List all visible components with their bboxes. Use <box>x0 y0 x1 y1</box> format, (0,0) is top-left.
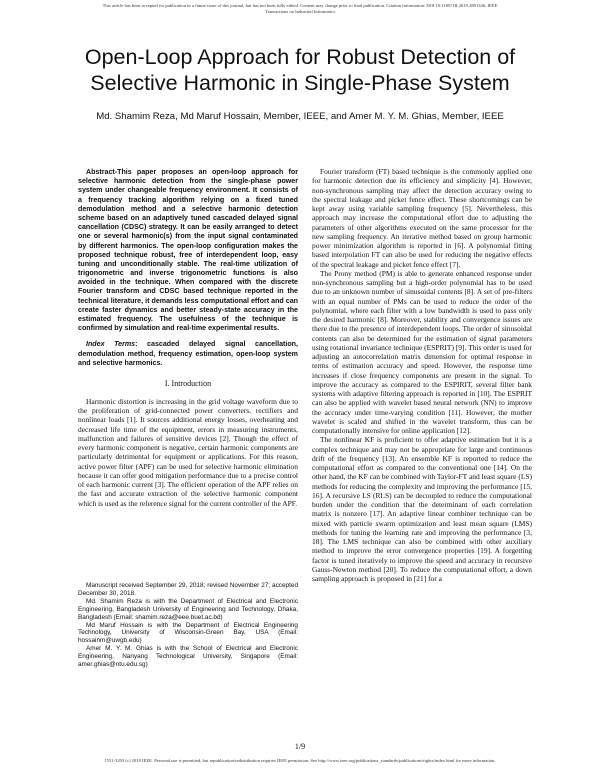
section-heading: I. Introduction <box>164 378 212 388</box>
left-column <box>78 168 298 508</box>
abstract: Abstract-This paper proposes an open-loop approach for selective harmonic detection from the single-phase power system under changeable frequency environment. It consists of a frequency tracking algorithm relying on a fixed tuned demodulation method and a selective harmonic detection scheme based on an adaptively tuned cascaded delayed signal cancellation (CDSC) strategy. It can be easily arranged to detect one or several harmonic(s) from the input signal contaminated by different harmonics. The open-loop configuration makes the proposed technique robust, free of interdependent loop, easy tuning and unconditionally stable. The real-time utilization of trigonometric and inverse trigonometric functions is also avoided in the technique. When compared with the discrete Fourier transform and CDSC based technique reported in the technical literature, it demands less computational effort and can create faster dynamics and better steady-state accuracy in the estimated frequency. The usefulness of the technique is confirmed by simulation and real-time experimental results. <box>78 168 298 333</box>
footnotes <box>78 582 298 669</box>
page-header <box>6 3 594 14</box>
header-journal: Transactions on Industrial Informatics <box>264 8 336 14</box>
right-column <box>312 167 532 583</box>
header-notice: This article has been accepted for publication in a future issue of this journal, but has not been fully edited. Content may change prior to final publication. Citation information: DOI 10.1109/TII.2019.2891346, IEEE <box>102 3 498 8</box>
page-number: 1/9 <box>294 742 306 751</box>
index-terms <box>78 340 298 368</box>
page-footer: 1551-3203 (c) 2018 IEEE. Personal use is permitted, but republication/redistribution requires IEEE permission. See http://www.ieee.org/publications_standards/publications/rights/index.html for more information. <box>104 758 496 763</box>
index-terms-text: : cascaded delayed signal cancellation, demodulation method, frequency estimation, open-loop system and selective harmonics. <box>78 340 298 367</box>
body-paragraph-fourier: Fourier transform (FT) based technique is the commonly applied one for harmonic detection due its efficiency and simplicity [4]. However, non-synchronous sampling may affect the detection accuracy owing to the spectral leakage and picket fence effect. These shortcomings can be kept away using variable sampling frequency [5]. Nevertheless, this approach may increase the computational effort due to adjusting the parameters of other algorithms executed on the same processor for the new sampling frequency. An iterative method based on group harmonic power minimization algorithm is reported in [6]. A polynomial fitting based interpolation FT can also be used for reducing the negative effects of the spectral leakage and picket fence effect [7]. <box>312 167 532 269</box>
intro-paragraph: Harmonic distortion is increasing in the grid voltage waveform due to the proliferation of grid-connected power converters, rectifiers and nonlinear loads [1]. It sources additional energy losses, overheating and decreased life time of the equipment, errors in measuring instruments, malfunction and failures of sensitive devices [2]. Though the effect of every harmonic component is negative, certain harmonic components are particularly detrimental for equipment or applications. For this reason, active power filter (APF) can be used for selective harmonic elimination because it can offer good mitigation performance due to a precise control of each harmonic current [3]. The efficient operation of the APF relies on the fast and accurate extraction of the selective harmonic component which is used as the reference signal for the current controller of the APF. <box>78 396 298 508</box>
footnote-author-2: Md Maruf Hossain is with the Department of Electrical Engineering Technology, University of Wisconsin-Green Bay, USA (Email: hossainm@uwgb.edu) <box>78 621 298 645</box>
paper-title: Open-Loop Approach for Robust Detection of Selective Harmonic in Single-Phase System <box>84 45 516 95</box>
author-line: Md. Shamim Reza, Md Maruf Hossain, Member, IEEE, and Amer M. Y. M. Ghias, Member, IEEE <box>96 111 504 122</box>
index-terms-label: Index Terms <box>86 340 136 349</box>
footnote-author-1: Md. Shamim Reza is with the Department of Electrical and Electronic Engineering, Bangladesh University of Engineering and Technology, Dhaka, Bangladesh (Email: shamim.reza@eee.buet.ac.bd) <box>78 597 298 621</box>
footnote-author-3: Amer M. Y. M. Ghias is with the School of Electrical and Electronic Engineering, Nanyang Technological University, Singapore (Email: amer.ghias@ntu.edu.sg) <box>78 645 298 669</box>
footnote-received: Manuscript received September 29, 2018; revised November 27; accepted December 30, 2018. <box>78 582 298 597</box>
body-paragraph-prony: The Prony method (PM) is able to generate enhanced response under non-synchronous sampling but a high-order polynomial has to be used due to an unknown number of sinusoidal contents [8]. A set of pre-filters with an equal number of PMs can be used to reduce the order of the polynomial, where each filter with a low bandwidth is used to pass only the desired harmonic [8]. Moreover, stability and convergence issues are there due to the presence of interdependent loops. The order of sinusoidal contents can also be determined for the estimation of signal parameters using rotational invariance technique (ESPRIT) [9]. This order is used for adjusting an autocorrelation matrix dimension for optimal response in terms of estimation accuracy and speed. However, the response time increases if close frequency components are present in the signal. To improve the accuracy as compared to the ESPIRIT, several filter bank systems with adaptive filtering approach is reported in [10]. The ESPRIT can also be applied with wavelet based neural network (NN) to improve the accuracy under time-varying condition [11]. However, the mother wavelet is scaled and shifted in the wavelet transform, thus can be computationally intensive for online application [12]. <box>312 268 532 435</box>
body-paragraph-kalman: The nonlinear KF is proficient to offer adaptive estimation but it is a complex technique and may not be appropriate for large and continuous drift of the frequency [13]. An ensemble KF is reported to reduce the computational effort as compared to the conventional one [14]. On the other hand, the KF can be combined with Taylor-FT and least square (LS) methods for reducing the complexity and improving the performance [15, 16]. A recursive LS (RLS) can be decoupled to reduce the computational burden under the condition that the determinant of each correlation matrix is nonzero [17]. An adaptive linear combiner technique can be mixed with particle swarm optimization and least mean square (LMS) methods for tuning the learning rate and improving the performance [3, 18]. The LMS technique can also be combined with other auxiliary method to improve the error convergence properties [19]. A forgetting factor is tuned iteratively to improve the speed and accuracy in recursive Gauss-Newton method [20]. To reduce the computational effort, a down sampling approach is proposed in [21] for a <box>312 435 532 583</box>
